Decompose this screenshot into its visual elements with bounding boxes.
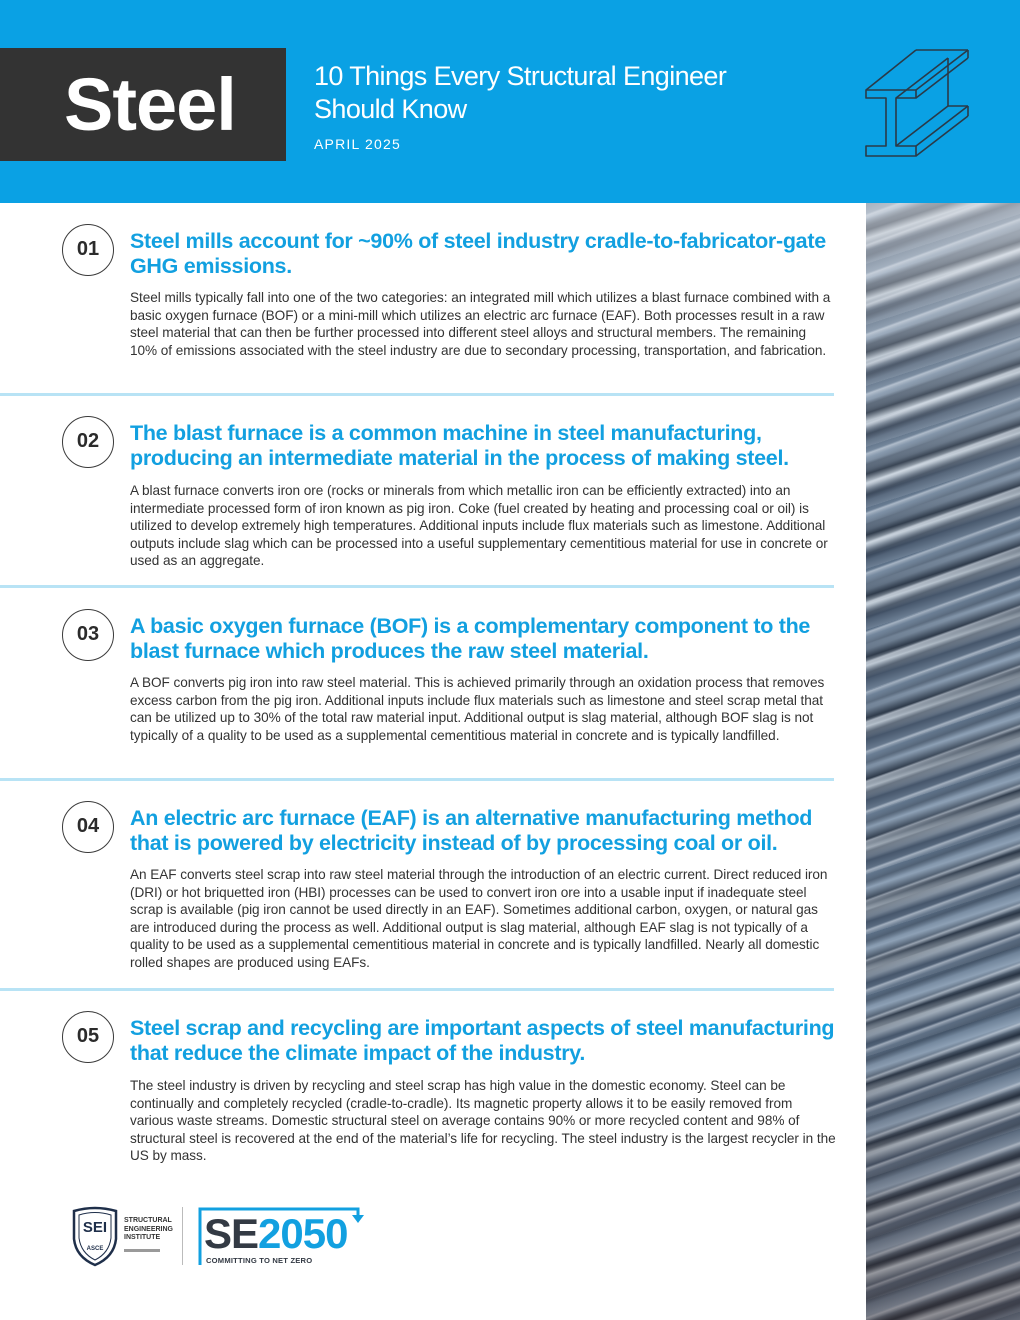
item-number: 05 [62,1011,114,1063]
page-subtitle: 10 Things Every Structural Engineer Should Know [314,61,727,124]
rebar-photo [866,203,1020,1320]
divider [0,988,834,991]
item-title: Steel mills account for ~90% of steel industry cradle-to-fabricator-gate GHG emissions. [130,229,826,278]
year-text: 2050 [258,1210,348,1257]
se2050-tagline: COMMITTING TO NET ZERO [206,1256,313,1265]
item-body: The steel industry is driven by recycling and steel scrap has high value in the domestic economy. Steel can be continually and completely recycled (cradle-to-cradle). Its magnetic property allows it to be easily removed from various waste streams. Domestic structural steel on average contains 90% or more recycled content and 98% of structural steel is recovered at the end of the material’s life for recycling. The steel industry is the largest recycler in the US by mass. [130,1078,836,1164]
steel-i-beam-icon [860,46,976,164]
sei-institute-label [124,1217,184,1243]
sei-underline [124,1249,160,1252]
item-body: Steel mills typically fall into one of the two categories: an integrated mill which utilizes a blast furnace combined with a basic oxygen furnace (BOF) or a mini-mill which utilizes an electric arc furnace (EAF). Both processes result in a raw steel material that can then be further processed into different steel alloys and structural members. The remaining 10% of emissions associated with the steel industry are due to secondary processing, transportation, and fabrication. [130,290,831,358]
item-number: 02 [62,416,114,468]
divider [0,778,834,781]
item-number: 01 [62,224,114,276]
publication-date: APRIL 2025 [314,136,401,152]
sei-shield-logo [70,1205,120,1267]
item-title: An electric arc furnace (EAF) is an alternative manufacturing method that is powered by electricity instead of by processing coal or oil. [130,806,813,855]
sei-shield-text: SEI [82,1219,108,1236]
item-title: A basic oxygen furnace (BOF) is a complementary component to the blast furnace which produces the raw steel material. [130,614,811,663]
item-number: 04 [62,801,114,853]
asce-text: ASCE [86,1246,104,1252]
sei-label-line: ENGINEERING [124,1225,174,1233]
item-number: 03 [62,609,114,661]
sei-label-line: STRUCTURAL [124,1217,172,1224]
se-text: SE [204,1210,259,1257]
page-title: Steel [0,48,286,161]
header-banner [0,0,1020,203]
sei-label-line: INSTITUTE [124,1234,161,1242]
item-body: An EAF converts steel scrap into raw steel material through the introduction of an electric current. Direct reduced iron (DRI) or hot briquetted iron (HBI) processes can be used to convert iron ore into a usable input if inadequate steel scrap is available (pig iron cannot be used directly in an EAF). Sometimes additional carbon, oxygen, or natural gas are introduced during the process as well. Additional output is slag material, although EAF slag is not typically of a quality to be used as a supplemental cementitious material in concrete and is typically landfilled. Nearly all domestic rolled shapes are produced using EAFs. [130,867,828,970]
se2050-logo [198,1207,370,1267]
item-title: The blast furnace is a common machine in steel manufacturing, producing an intermediate material in the process of making steel. [130,421,789,470]
divider [0,393,834,396]
divider [0,585,834,588]
item-body: A blast furnace converts iron ore (rocks or minerals from which metallic iron can be efficiently extracted) into an intermediate processed form of iron known as pig iron. Coke (fuel created by heating and processing coal or oil) is utilized to develop extremely high temperatures. Additional inputs include flux materials such as limestone. Additional outputs include slag which can be processed into a useful supplementary cementitious material for use in concrete or used as an aggregate. [130,483,828,569]
logo-separator [182,1207,183,1265]
item-body: A BOF converts pig iron into raw steel material. This is achieved primarily through an oxidation process that removes excess carbon from the pig iron. Additional inputs include flux materials such as limestone and steel scrap metal that can be utilized up to 30% of the total raw material input. Additional output is slag material, although BOF slag is not typically of a quality to be used as a supplemental cementitious material in concrete and is typically landfilled. [130,675,825,743]
se2050-wordmark [204,1210,348,1257]
footer-logos [70,1205,390,1269]
item-title: Steel scrap and recycling are important aspects of steel manufacturing that reduce the climate impact of the industry. [130,1016,835,1065]
